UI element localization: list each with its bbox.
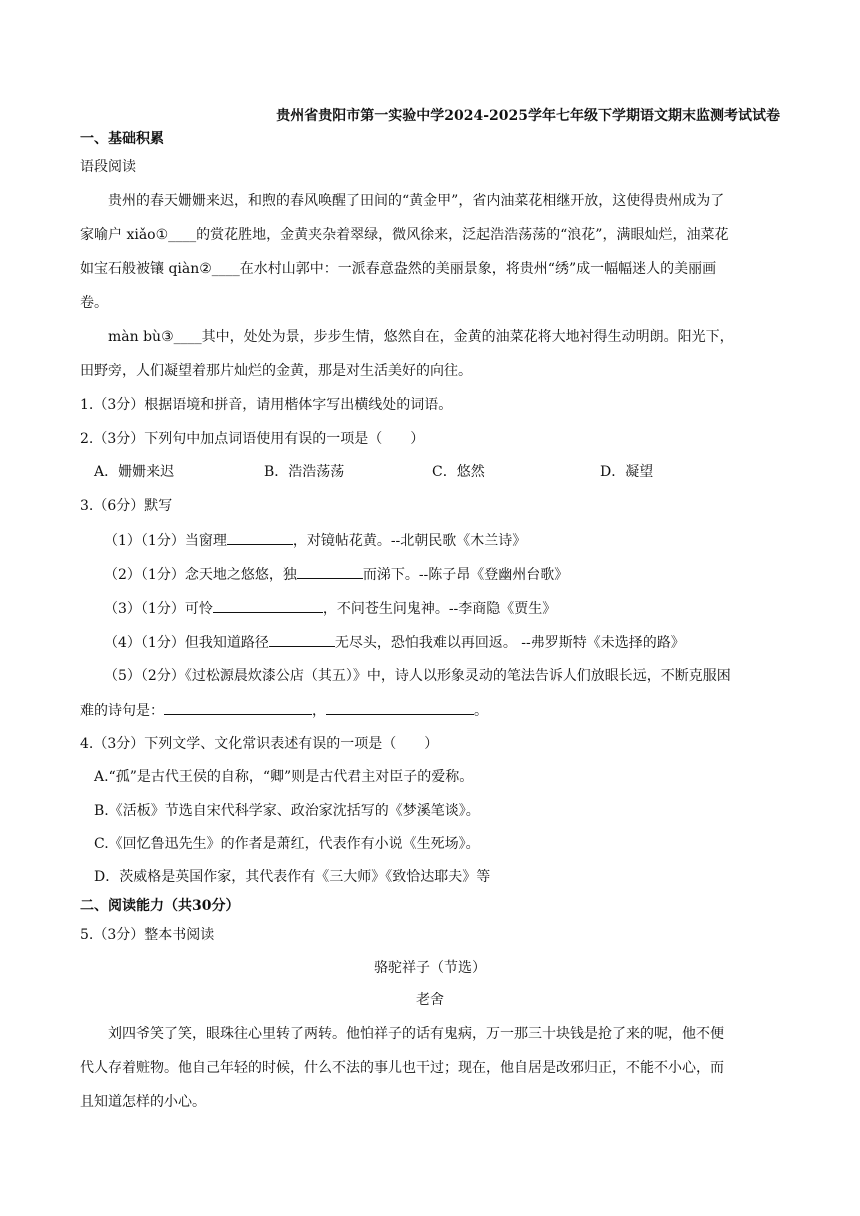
- recite-item-5-end: 。: [474, 703, 488, 719]
- question-5: 5.（3分）整本书阅读: [80, 927, 215, 943]
- question-4-option-b: B.《活板》节选自宋代科学家、政治家沈括写的《梦溪笔谈》。: [94, 803, 480, 819]
- recite-item-5-separator: ，: [312, 703, 326, 719]
- recite-item-1-suffix: ，对镜帖花黄。--北朝民歌《木兰诗》: [292, 533, 527, 549]
- recite-item-4-prefix: （4）（1分）但我知道路径: [104, 635, 269, 651]
- recite-item-1-prefix: （1）（1分）当窗理: [104, 533, 227, 549]
- passage-title: 骆驼祥子（节选）: [374, 960, 486, 976]
- paragraph-1-line-2: 家喻户 xiǎo①____的赏花胜地，金黄夹杂着翠绿，微风徐来，泛起浩浩荡荡的“浪花”，满眼灿烂，油菜花: [80, 227, 729, 243]
- passage-line-2: 代人存着赃物。他自己年轻的时候，什么不法的事儿也干过；现在，他自居是改邪归正，不能不小心，而: [80, 1060, 724, 1076]
- question-1: 1.（3分）根据语境和拼音，请用楷体字写出横线处的词语。: [80, 397, 453, 413]
- question-3: 3.（6分）默写: [80, 498, 173, 514]
- question-4: 4.（3分）下列文学、文化常识表述有误的一项是（ ）: [80, 736, 439, 752]
- recite-item-5-line-1: （5）（2分）《过松源晨炊漆公店（其五）》中，诗人以形象灵动的笔法告诉人们放眼长远，不断克服困: [104, 668, 731, 684]
- passage-line-1: 刘四爷笑了笑，眼珠往心里转了两转。他怕祥子的话有鬼病，万一那三十块钱是抢了来的呢，他不便: [108, 1026, 724, 1042]
- question-2: 2.（3分）下列句中加点词语使用有误的一项是（ ）: [80, 431, 425, 447]
- passage-line-3: 且知道怎样的小心。: [80, 1094, 206, 1110]
- recite-item-2: [104, 564, 804, 585]
- recite-item-1: [104, 530, 804, 551]
- page-title: 贵州省贵阳市第一实验中学2024-2025学年七年级下学期语文期末监测考试试卷: [276, 108, 780, 124]
- paragraph-1-line-3: 如宝石般被镶 qiàn②____在水村山郭中：一派春意盎然的美丽景象，将贵州“绣”成一幅幅迷人的美丽画: [80, 261, 717, 277]
- option-b: B．浩浩荡荡: [264, 464, 345, 480]
- answer-blank[interactable]: [213, 598, 323, 613]
- question-2-options: [94, 462, 794, 482]
- paragraph-2-line-1: màn bù③____其中，处处为景，步步生情，悠然自在，金黄的油菜花将大地衬得生动明朗。阳光下，: [108, 329, 734, 345]
- option-c: C．悠然: [432, 464, 485, 480]
- question-4-option-d: D．茨威格是英国作家，其代表作有《三大师》《致恰达耶夫》等: [94, 869, 491, 885]
- section-heading-basic: 一、基础积累: [80, 131, 164, 147]
- answer-blank[interactable]: [164, 700, 312, 715]
- passage-author: 老舍: [416, 992, 444, 1008]
- sub-heading-reading: 语段阅读: [80, 159, 136, 175]
- recite-item-3: [104, 598, 804, 619]
- recite-item-2-prefix: （2）（1分）念天地之悠悠，独: [104, 567, 297, 583]
- question-4-option-a: A.“孤”是古代王侯的自称，“卿”则是古代君主对臣子的爱称。: [94, 769, 474, 785]
- paragraph-1-line-4: 卷。: [80, 295, 108, 311]
- answer-blank[interactable]: [227, 530, 293, 545]
- recite-item-5-line-2: [80, 700, 780, 721]
- answer-blank[interactable]: [297, 564, 363, 579]
- recite-item-4: [104, 632, 804, 653]
- recite-item-3-suffix: ，不问苍生问鬼神。--李商隐《贾生》: [322, 601, 557, 617]
- answer-blank[interactable]: [326, 700, 474, 715]
- question-4-option-c: C.《回忆鲁迅先生》的作者是萧红，代表作有小说《生死场》。: [94, 836, 480, 852]
- option-a: A．姗姗来迟: [94, 464, 175, 480]
- section-heading-reading: 二、阅读能力（共30分）: [80, 898, 240, 914]
- recite-item-3-prefix: （3）（1分）可怜: [104, 601, 213, 617]
- recite-item-2-suffix: 而涕下。--陈子昂《登幽州台歌》: [362, 567, 569, 583]
- answer-blank[interactable]: [269, 632, 335, 647]
- option-d: D．凝望: [600, 464, 654, 480]
- paragraph-2-line-2: 田野旁，人们凝望着那片灿烂的金黄，那是对生活美好的向往。: [80, 363, 472, 379]
- paragraph-1-line-1: 贵州的春天姗姗来迟，和煦的春风唤醒了田间的“黄金甲”，省内油菜花相继开放，这使得贵州成为了: [108, 193, 725, 209]
- recite-item-4-suffix: 无尽头，恐怕我难以再回返。 --弗罗斯特《未选择的路》: [334, 635, 685, 651]
- recite-item-5-prefix: 难的诗句是：: [80, 703, 164, 719]
